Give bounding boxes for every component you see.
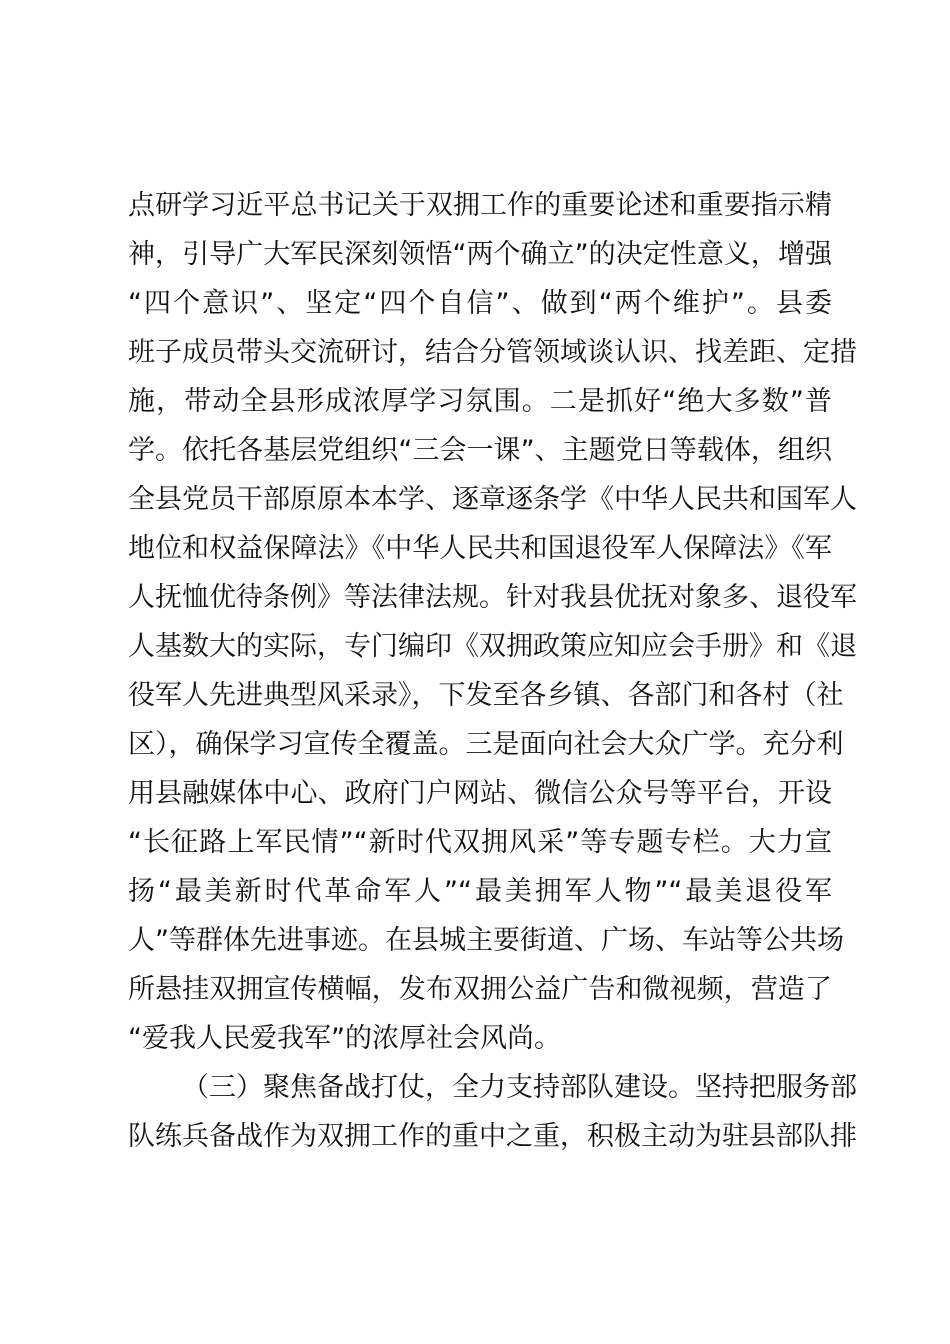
text-line-3: “四个意识”、坚定“四个自信”、做到“两个维护”。县委 xyxy=(128,288,832,319)
text-line-13: 用县融媒体中心、政府门户网站、微信公众号等平台，开设 xyxy=(128,778,832,809)
text-line-18: “爱我人民爱我军”的浓厚社会风尚。 xyxy=(128,1023,561,1054)
text-line-11: 役军人先进典型风采录》，下发至各乡镇、各部门和各村（社 xyxy=(128,680,844,711)
text-line-10: 人基数大的实际，专门编印《双拥政策应知应会手册》和《退 xyxy=(128,631,857,662)
text-line-5: 施，带动全县形成浓厚学习氛围。二是抓好“绝大多数”普 xyxy=(128,386,832,417)
text-line-4: 班子成员带头交流研讨，结合分管领域谈认识、找差距、定措 xyxy=(128,337,857,368)
text-line-2: 神，引导广大军民深刻领悟“两个确立”的决定性意义，增强 xyxy=(128,239,832,270)
text-line-1: 点研学习近平总书记关于双拥工作的重要论述和重要指示精 xyxy=(128,190,832,221)
text-line-7: 全县党员干部原原本本学、逐章逐条学《中华人民共和国军人 xyxy=(128,484,857,515)
text-line-15: 扬“最美新时代革命军人”“最美拥军人物”“最美退役军 xyxy=(128,876,832,907)
text-line-6: 学。依托各基层党组织“三会一课”、主题党日等载体，组织 xyxy=(128,435,832,466)
text-line-17: 所悬挂双拥宣传横幅，发布双拥公益广告和微视频，营造了 xyxy=(128,974,832,1005)
text-line-9: 人抚恤优待条例》等法律法规。针对我县优抚对象多、退役军 xyxy=(128,582,857,613)
text-line-16: 人”等群体先进事迹。在县城主要街道、广场、车站等公共场 xyxy=(128,925,844,956)
text-line-20: 队练兵备战作为双拥工作的重中之重，积极主动为驻县部队排 xyxy=(128,1121,857,1152)
text-line-14: “长征路上军民情”“新时代双拥风采”等专题专栏。大力宣 xyxy=(128,827,832,858)
text-line-8: 地位和权益保障法》《中华人民共和国退役军人保障法》《军 xyxy=(128,533,832,564)
text-line-12: 区），确保学习宣传全覆盖。三是面向社会大众广学。充分利 xyxy=(128,729,844,760)
section-heading-line: （三）聚焦备战打仗，全力支持部队建设。坚持把服务部 xyxy=(182,1072,857,1103)
